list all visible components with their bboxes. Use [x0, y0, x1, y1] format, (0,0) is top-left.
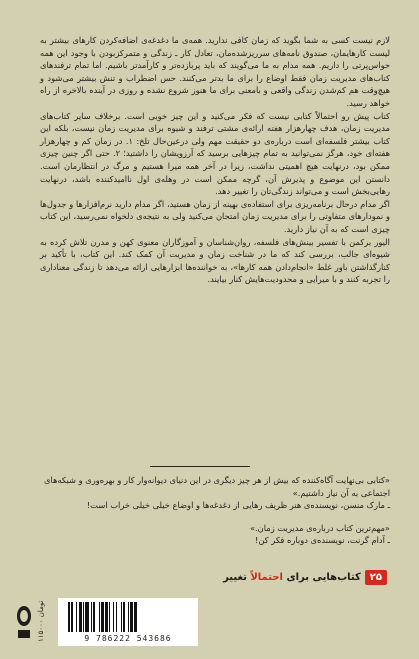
synopsis-paragraph-1: لازم نیست کسی به شما بگوید که زمان کافی ندارید. همه‌ی ما دغدغه‌ی اضافه‌کردن کارهای بیشتر به لیست کارهایمان، صندوق نامه‌های سرریزشده‌مان، تعادل کار ـ زندگی و متمرکزبودن با وجود این همه حواس‌پرتی را داریم. همه مدام به ما می‌گویند که باید پربازده‌تر و کارآمدتر باشیم. اما تمام ترفندهای کتاب‌های مدیریت زمان فقط اوضاع را برای ما بدتر می‌کنند. حس اضطراب و تنش بیشتر می‌شود و هیچ‌وقت هم کم‌شدن زندگی واقعی و بامعنی برای ما هنوز شروع نشده و روزی در آینده بالاخره از راه خواهد رسید.: [40, 35, 390, 108]
barcode-bar: [137, 602, 138, 632]
publisher-logo-icon: [14, 602, 34, 642]
barcode-digits: 9 786222 543686: [84, 634, 172, 643]
endorsement-1-text: «کتابی بی‌نهایت آگاه‌کننده که بیش از هر چیز دیگری در این دنیای دیوانه‌وار کار و بهره‌وری و شبکه‌های اجتماعی به آن نیاز داشتیم.»: [44, 475, 390, 498]
synopsis-paragraph-4: الیور برکمن با تفسیر بینش‌های فلسفه، روان‌شناسان و آموزگاران معنوی کهن و مدرن تلاش کرده به شیوه‌ای جالب، بررسی کند که ما در شناخت زمان و مدیریت آن کمک کند. این کتاب، با تأکید بر کنارگذاشتن باور غلط «انجام‌دادن همه کارها»، به خواننده‌ها ابزارهایی ارائه می‌دهد تا زندگی معناداری را تجربه کنند و با میرایی و محدودیت‌هایش کنار بیایند.: [40, 236, 390, 285]
endorsement-2-text: «مهم‌ترین کتاب درباره‌ی مدیریت زمان.»: [249, 522, 390, 533]
endorsement-2: [40, 522, 390, 547]
barcode-bars: [68, 602, 188, 632]
divider: [150, 466, 250, 467]
endorsements: [40, 474, 390, 557]
series-text: [223, 572, 361, 583]
synopsis-paragraph-3: اگر مدام درحال برنامه‌ریزی برای استفاده‌ی بهینه از زمان هستید، اگر مدام دارید نرم‌افزارها و جدول‌ها و نمودارهای متفاوتی را برای مدیریت زمان امتحان می‌کنید ولی به نتیجه‌ی دلخواه نمی‌رسید، این کتاب چیزی است که به آن نیاز دارید.: [40, 198, 390, 234]
synopsis: [40, 34, 390, 286]
publisher-logo: [14, 602, 34, 642]
endorsement-2-attribution: ـ آدام گرنت، نویسنده‌ی دوباره فکر کن!: [255, 535, 390, 546]
endorsement-1-attribution: ـ مارک منسن، نویسنده‌ی هنر ظریف رهایی از دغدغه‌ها و اوضاع خیلی خیلی خراب است!: [86, 500, 390, 511]
series-accent: احتمالاً: [250, 572, 283, 583]
series-suffix: تغییر: [223, 572, 247, 583]
barcode: [58, 598, 198, 646]
endorsement-1: [40, 474, 390, 512]
price-label: ۱۱۵۰۰۰ تومان: [37, 600, 45, 642]
series-label: [223, 570, 387, 585]
synopsis-paragraph-2: کتاب پیش رو احتمالاً کتابی نیست که فکر می‌کنید و این چیز خوبی است. برخلاف سایر کتاب‌های مدیریت زمان، هدف چهارهزار هفته ارائه‌ی مشتی ترفند و شیوه برای مدیریت زمان نیست، بلکه این کتاب بیشتر فلسفه‌ای است درباره‌ی دو حقیقت مهم ولی درعین‌حال تلخ: ۱. در زمان کم و چهارهزار هفته‌ای خود، هرگز نمی‌توانید به تمام چیزهایی برسید که آرزویشان را داشتید؛ ۲. حتی اگر چنین چیزی ممکن بود، درنهایت هیچ اهمیتی نداشت، زیرا در آخر همه میرا هستیم و مرگ در انتظارمان است. دانستن این موضوع و پذیرش آن، گرچه ممکن است در وهله‌ی اول ناامیدکننده باشد، درنهایت رهایی‌بخش است و می‌تواند زندگی‌تان را تغییر دهد.: [40, 110, 390, 197]
series-prefix: کتاب‌هایی برای: [286, 572, 361, 583]
series-number: ۲۵: [365, 570, 387, 585]
